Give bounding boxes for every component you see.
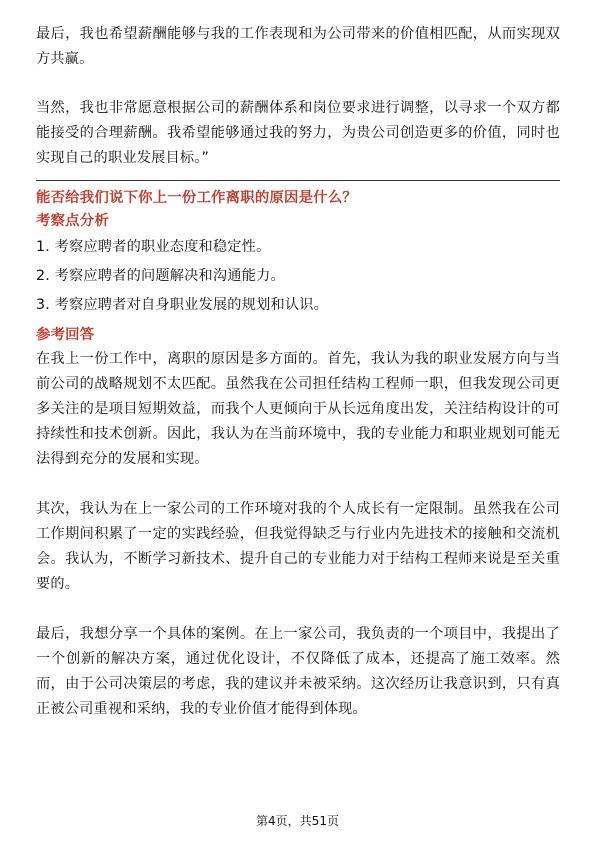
- spacer: [36, 597, 560, 622]
- answer-paragraph-1: 在我上一份工作中，离职的原因是多方面的。首先，我认为我的职业发展方向与当前公司的战略规划不太匹配。虽然我在公司担任结构工程师一职，但我发现公司更多关注的是项目短期效益，而我个人更倾向于从长远角度出发，关注结构设计的可持续性和技术创新。因此，我认为在当前环境中，我的专业能力和职业规划可能无法得到充分的发展和实现。: [36, 351, 560, 467]
- intro-paragraph-1: 最后，我也希望薪酬能够与我的工作表现和为公司带来的价值相匹配，从而实现双方共赢。: [36, 26, 560, 67]
- question-heading: 能否给我们说下你上一份工作离职的原因是什么？: [36, 190, 357, 206]
- page-number-footer: 第4页，共51页: [256, 814, 339, 828]
- spacer: [36, 472, 560, 497]
- answer-paragraph-2: 其次，我认为在上一家公司的工作环境对我的个人成长有一定限制。虽然我在公司工作期间积累了一定的实践经验，但我觉得缺乏与行业内先进技术的接触和交流机会。我认为，不断学习新技术、提升自己的专业能力对于结构工程师来说是至关重要的。: [36, 501, 560, 592]
- analysis-item-2: 2. 考察应聘者的问题解决和沟通能力。: [36, 268, 285, 284]
- section-divider: [36, 180, 560, 181]
- spacer: [36, 72, 560, 96]
- document-page: [36, 22, 560, 722]
- intro-paragraph-2: 当然，我也非常愿意根据公司的薪酬体系和岗位要求进行调整，以寻求一个双方都能接受的合理薪酬。我希望能够通过我的努力，为贵公司创造更多的价值，同时也实现自己的职业发展目标。”: [36, 100, 560, 166]
- analysis-list: [36, 233, 560, 320]
- analysis-title: 考察点分析: [36, 213, 109, 229]
- analysis-item-1: 1. 考察应聘者的职业态度和稳定性。: [36, 239, 271, 255]
- answer-title: 参考回答: [36, 327, 95, 343]
- answer-paragraph-3: 最后，我想分享一个具体的案例。在上一家公司，我负责的一个项目中，我提出了一个创新的解决方案，通过优化设计，不仅降低了成本，还提高了施工效率。然而，由于公司决策层的考虑，我的建议并未被采纳。这次经历让我意识到，只有真正被公司重视和采纳，我的专业价值才能得到体现。: [36, 626, 560, 717]
- analysis-item-3: 3. 考察应聘者对自身职业发展的规划和认识。: [36, 297, 329, 313]
